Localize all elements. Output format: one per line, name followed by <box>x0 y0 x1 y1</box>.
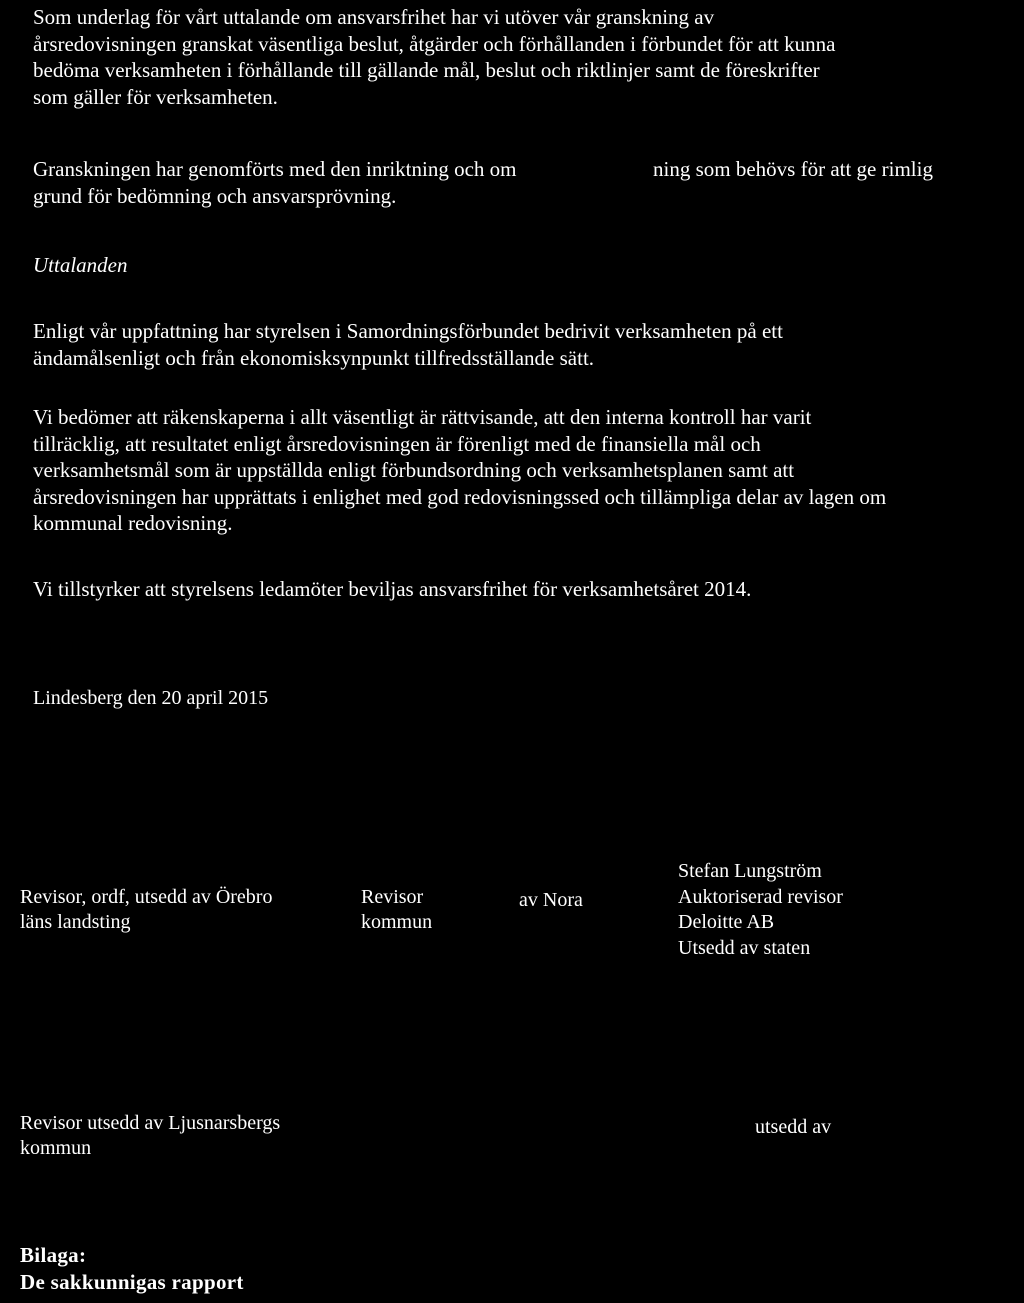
recommendation: Vi tillstyrker att styrelsens ledamöter beviljas ansvarsfrihet för verksamhetsåret 2014. <box>33 577 752 601</box>
intro-line: årsredovisningen granskat väsentliga beslut, åtgärder och förhållanden i förbundet för att kunna <box>33 31 836 56</box>
intro-line: som gäller för verksamheten. <box>33 84 278 109</box>
intro-paragraph <box>33 4 835 110</box>
opinion1-line: Enligt vår uppfattning har styrelsen i Samordningsförbundet bedrivit verksamheten på ett <box>33 319 783 343</box>
signature-line: Deloitte AB <box>678 911 775 933</box>
signature-line: Revisor <box>361 886 424 908</box>
opinion2-line: tillräcklig, att resultatet enligt årsredovisningen är förenligt med de finansiella mål och <box>33 431 761 456</box>
opinion2-line: verksamhetsmål som är uppställda enligt förbundsordning och verksamhetsplanen samt att <box>33 458 795 482</box>
signature-block-2-suffix: av Nora <box>519 889 583 911</box>
signature-block-2 <box>361 885 432 935</box>
signature-block-5: utsedd av <box>755 1116 832 1138</box>
opinion-paragraph-1 <box>33 318 783 371</box>
signature-block-3 <box>678 859 843 961</box>
signature-line: Revisor, ordf, utsedd av Örebro <box>20 886 273 908</box>
uttalanden-heading: Uttalanden <box>33 253 128 277</box>
place-date: Lindesberg den 20 april 2015 <box>33 687 269 709</box>
signature-line: Revisor utsedd av Ljusnarsbergs <box>20 1112 281 1134</box>
scope-line: grund för bedömning och ansvarsprövning. <box>33 183 397 208</box>
signature-block-4 <box>20 1111 280 1161</box>
intro-line: Som underlag för vårt uttalande om ansvarsfrihet har vi utöver vår granskning av <box>33 5 715 29</box>
opinion2-line: kommunal redovisning. <box>33 511 233 535</box>
signature-name: Stefan Lungström <box>678 860 822 882</box>
signature-line: Auktoriserad revisor <box>678 885 843 908</box>
appendix-label: Bilaga: <box>20 1243 87 1267</box>
signature-line: Utsedd av staten <box>678 936 811 959</box>
scope-line-right: ning som behövs för att ge rimlig <box>653 157 933 181</box>
intro-line: bedöma verksamheten i förhållande till gällande mål, beslut och riktlinjer samt de föreskrifter <box>33 58 820 82</box>
opinion1-line: ändamålsenligt och från ekonomisksynpunkt tillfredsställande sätt. <box>33 345 595 370</box>
opinion2-line: Vi bedömer att räkenskaperna i allt väsentligt är rättvisande, att den interna kontroll har varit <box>33 405 812 429</box>
scope-line-left: Granskningen har genomförts med den inriktning och om <box>33 157 517 181</box>
opinion2-line: årsredovisningen har upprättats i enlighet med god redovisningssed och tillämpliga delar av lagen om <box>33 484 887 509</box>
appendix-title: De sakkunnigas rapport <box>20 1270 244 1294</box>
signature-line: läns landsting <box>20 911 131 933</box>
signature-block-1 <box>20 885 272 935</box>
opinion-paragraph-2 <box>33 404 886 537</box>
appendix <box>20 1242 244 1296</box>
signature-line: kommun <box>361 911 433 933</box>
scope-paragraph <box>33 156 993 209</box>
signature-line: kommun <box>20 1137 92 1159</box>
